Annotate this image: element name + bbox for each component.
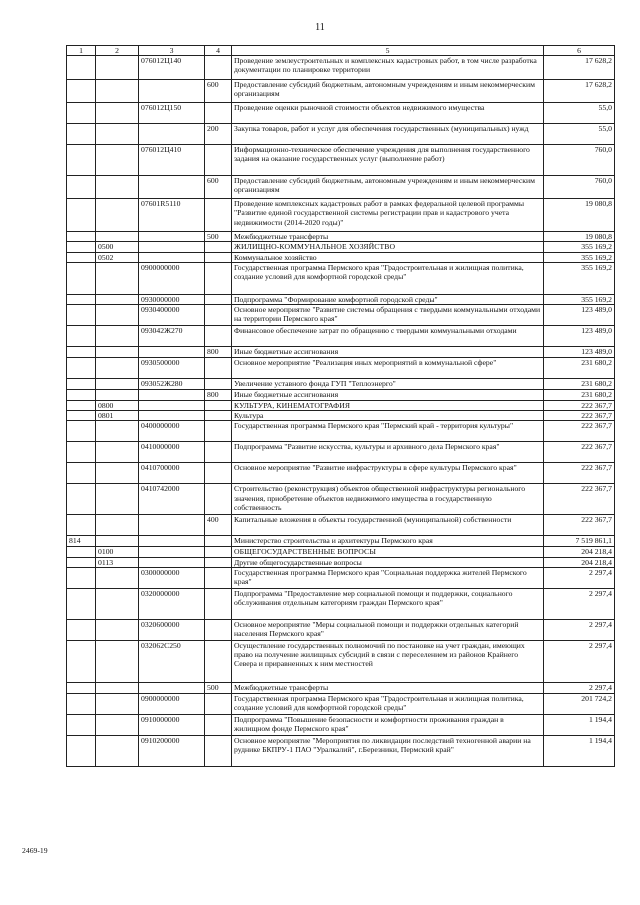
ministry-code-cell	[67, 305, 96, 326]
expense-type-cell	[205, 557, 232, 567]
item-name-cell: Финансовое обеспечение затрат по обращению с твердыми коммунальными отходами	[232, 326, 544, 347]
header-cell: 3	[139, 46, 205, 56]
table-header-row	[67, 46, 615, 56]
item-name-cell: Иные бюджетные ассигнования	[232, 390, 544, 401]
amount-cell: 231 680,2	[544, 390, 615, 401]
table-row	[67, 442, 615, 463]
item-name-cell: КУЛЬТУРА, КИНЕМАТОГРАФИЯ	[232, 401, 544, 411]
ministry-code-cell	[67, 640, 96, 682]
section-code-cell	[96, 379, 139, 390]
expense-type-cell	[205, 588, 232, 619]
ministry-code-cell	[67, 588, 96, 619]
amount-cell: 355 169,2	[544, 242, 615, 252]
amount-cell: 19 080,8	[544, 199, 615, 232]
target-article-cell	[139, 252, 205, 262]
ministry-code-cell	[67, 411, 96, 421]
target-article-cell	[139, 232, 205, 242]
section-code-cell: 0113	[96, 557, 139, 567]
table-row	[67, 640, 615, 682]
target-article-cell	[139, 515, 205, 536]
table-row	[67, 252, 615, 262]
item-name-cell: Предоставление субсидий бюджетным, автономным учреждениям и иным некоммерческим организациям	[232, 80, 544, 103]
table-row	[67, 305, 615, 326]
amount-cell: 2 297,4	[544, 640, 615, 682]
target-article-cell: 0910000000	[139, 714, 205, 735]
table-row	[67, 176, 615, 199]
amount-cell: 222 367,7	[544, 442, 615, 463]
expense-type-cell	[205, 693, 232, 714]
item-name-cell: Межбюджетные трансферты	[232, 232, 544, 242]
section-code-cell	[96, 682, 139, 693]
ministry-code-cell	[67, 714, 96, 735]
table-row	[67, 145, 615, 176]
target-article-cell	[139, 682, 205, 693]
expense-type-cell: 200	[205, 124, 232, 145]
amount-cell: 19 080,8	[544, 232, 615, 242]
expense-type-cell: 800	[205, 390, 232, 401]
table-row	[67, 358, 615, 379]
amount-cell: 222 367,7	[544, 401, 615, 411]
item-name-cell: Подпрограмма "Повышение безопасности и комфортности проживания граждан в жилищном фонде Пермского края"	[232, 714, 544, 735]
expense-type-cell	[205, 401, 232, 411]
item-name-cell: Коммунальное хозяйство	[232, 252, 544, 262]
target-article-cell	[139, 390, 205, 401]
target-article-cell	[139, 536, 205, 547]
table-row	[67, 80, 615, 103]
amount-cell: 123 489,0	[544, 347, 615, 358]
item-name-cell: Государственная программа Пермского края "Пермский край - территория культуры"	[232, 421, 544, 442]
section-code-cell	[96, 619, 139, 640]
target-article-cell	[139, 242, 205, 252]
target-article-cell: 0410700000	[139, 463, 205, 484]
item-name-cell: Основное мероприятие "Развитие системы обращения с твердыми коммунальными отходами на территории Пермского края"	[232, 305, 544, 326]
target-article-cell	[139, 547, 205, 557]
expense-type-cell	[205, 56, 232, 80]
ministry-code-cell	[67, 515, 96, 536]
section-code-cell	[96, 56, 139, 80]
item-name-cell: Культура	[232, 411, 544, 421]
expense-type-cell: 400	[205, 515, 232, 536]
amount-cell: 355 169,2	[544, 294, 615, 304]
table-row	[67, 262, 615, 294]
amount-cell: 2 297,4	[544, 682, 615, 693]
expense-type-cell	[205, 242, 232, 252]
expense-type-cell	[205, 567, 232, 588]
amount-cell: 222 367,7	[544, 463, 615, 484]
target-article-cell	[139, 401, 205, 411]
section-code-cell: 0502	[96, 252, 139, 262]
section-code-cell	[96, 536, 139, 547]
expense-type-cell	[205, 411, 232, 421]
target-article-cell: 0410742000	[139, 484, 205, 515]
target-article-cell	[139, 80, 205, 103]
expense-type-cell: 800	[205, 347, 232, 358]
target-article-cell: 076012Ц410	[139, 145, 205, 176]
expense-type-cell	[205, 326, 232, 347]
target-article-cell: 0900000000	[139, 262, 205, 294]
ministry-code-cell	[67, 735, 96, 766]
amount-cell: 760,0	[544, 145, 615, 176]
expense-type-cell	[205, 421, 232, 442]
target-article-cell	[139, 411, 205, 421]
item-name-cell: Строительство (реконструкция) объектов общественной инфраструктуры регионального значения, приобретение объектов недвижимого имущества в государственную собственность	[232, 484, 544, 515]
item-name-cell: Увеличение уставного фонда ГУП "Теплоэнерго"	[232, 379, 544, 390]
expense-type-cell	[205, 619, 232, 640]
expense-type-cell	[205, 536, 232, 547]
table-row	[67, 379, 615, 390]
item-name-cell: Иные бюджетные ассигнования	[232, 347, 544, 358]
expense-type-cell	[205, 252, 232, 262]
target-article-cell: 0930400000	[139, 305, 205, 326]
page-number: 11	[315, 22, 325, 33]
item-name-cell: Подпрограмма "Предоставление мер социальной помощи и поддержки, социального обслуживания отдельным категориям граждан Пермского края"	[232, 588, 544, 619]
amount-cell: 55,0	[544, 103, 615, 124]
section-code-cell: 0500	[96, 242, 139, 252]
expense-type-cell	[205, 547, 232, 557]
amount-cell: 123 489,0	[544, 305, 615, 326]
item-name-cell: Капитальные вложения в объекты государственной (муниципальной) собственности	[232, 515, 544, 536]
ministry-code-cell	[67, 682, 96, 693]
table-row	[67, 326, 615, 347]
expense-type-cell	[205, 379, 232, 390]
ministry-code-cell	[67, 421, 96, 442]
header-cell: 5	[232, 46, 544, 56]
ministry-code-cell	[67, 145, 96, 176]
amount-cell: 17 628,2	[544, 80, 615, 103]
ministry-code-cell	[67, 347, 96, 358]
amount-cell: 123 489,0	[544, 326, 615, 347]
table-row	[67, 103, 615, 124]
ministry-code-cell	[67, 103, 96, 124]
amount-cell: 204 218,4	[544, 547, 615, 557]
ministry-code-cell	[67, 252, 96, 262]
ministry-code-cell	[67, 619, 96, 640]
section-code-cell: 0800	[96, 401, 139, 411]
amount-cell: 2 297,4	[544, 619, 615, 640]
table-row	[67, 557, 615, 567]
target-article-cell	[139, 176, 205, 199]
section-code-cell	[96, 176, 139, 199]
item-name-cell: Государственная программа Пермского края "Градостроительная и жилищная политика, создание условий для комфортной городской среды"	[232, 262, 544, 294]
ministry-code-cell	[67, 557, 96, 567]
target-article-cell: 0410000000	[139, 442, 205, 463]
table-row	[67, 232, 615, 242]
target-article-cell: 076012Ц150	[139, 103, 205, 124]
ministry-code-cell	[67, 176, 96, 199]
amount-cell: 231 680,2	[544, 379, 615, 390]
ministry-code-cell	[67, 401, 96, 411]
expense-type-cell	[205, 735, 232, 766]
table-row	[67, 199, 615, 232]
expense-type-cell	[205, 103, 232, 124]
table-row	[67, 714, 615, 735]
section-code-cell	[96, 515, 139, 536]
table-row	[67, 588, 615, 619]
amount-cell: 222 367,7	[544, 421, 615, 442]
section-code-cell	[96, 80, 139, 103]
item-name-cell: ЖИЛИЩНО-КОММУНАЛЬНОЕ ХОЗЯЙСТВО	[232, 242, 544, 252]
section-code-cell	[96, 145, 139, 176]
item-name-cell: ОБЩЕГОСУДАРСТВЕННЫЕ ВОПРОСЫ	[232, 547, 544, 557]
section-code-cell	[96, 640, 139, 682]
section-code-cell	[96, 390, 139, 401]
item-name-cell: Государственная программа Пермского края "Градостроительная и жилищная политика, создание условий для комфортной городской среды"	[232, 693, 544, 714]
amount-cell: 204 218,4	[544, 557, 615, 567]
item-name-cell: Другие общегосударственные вопросы	[232, 557, 544, 567]
ministry-code-cell	[67, 199, 96, 232]
item-name-cell: Предоставление субсидий бюджетным, автономным учреждениям и иным некоммерческим организациям	[232, 176, 544, 199]
amount-cell: 231 680,2	[544, 358, 615, 379]
target-article-cell: 093042Ж270	[139, 326, 205, 347]
item-name-cell: Подпрограмма "Формирование комфортной городской среды"	[232, 294, 544, 304]
amount-cell: 201 724,2	[544, 693, 615, 714]
table-row	[67, 547, 615, 557]
table-row	[67, 56, 615, 80]
table-row	[67, 401, 615, 411]
expense-type-cell	[205, 714, 232, 735]
ministry-code-cell	[67, 326, 96, 347]
ministry-code-cell	[67, 358, 96, 379]
table-row	[67, 124, 615, 145]
target-article-cell: 0930500000	[139, 358, 205, 379]
ministry-code-cell	[67, 124, 96, 145]
expense-type-cell	[205, 442, 232, 463]
section-code-cell	[96, 326, 139, 347]
ministry-code-cell	[67, 379, 96, 390]
table-row	[67, 682, 615, 693]
section-code-cell	[96, 714, 139, 735]
target-article-cell: 0400000000	[139, 421, 205, 442]
item-name-cell: Основное мероприятие "Развитие инфраструктуры в сфере культуры Пермского края"	[232, 463, 544, 484]
ministry-code-cell	[67, 442, 96, 463]
table-row	[67, 390, 615, 401]
target-article-cell: 07601R5110	[139, 199, 205, 232]
expense-type-cell	[205, 262, 232, 294]
target-article-cell: 0320600000	[139, 619, 205, 640]
target-article-cell	[139, 347, 205, 358]
section-code-cell	[96, 347, 139, 358]
amount-cell: 355 169,2	[544, 252, 615, 262]
ministry-code-cell	[67, 242, 96, 252]
table-row	[67, 421, 615, 442]
item-name-cell: Проведение комплексных кадастровых работ в рамках федеральной целевой программы "Развитие единой государственной системы регистрации прав и кадастрового учета недвижимости (2014-2020 годы)"	[232, 199, 544, 232]
table-row	[67, 294, 615, 304]
target-article-cell: 0900000000	[139, 693, 205, 714]
section-code-cell	[96, 484, 139, 515]
target-article-cell	[139, 124, 205, 145]
table-row	[67, 735, 615, 766]
table-row	[67, 693, 615, 714]
section-code-cell	[96, 358, 139, 379]
target-article-cell: 0300000000	[139, 567, 205, 588]
section-code-cell	[96, 588, 139, 619]
header-cell: 2	[96, 46, 139, 56]
table-row	[67, 411, 615, 421]
table-row	[67, 347, 615, 358]
section-code-cell	[96, 199, 139, 232]
item-name-cell: Проведение оценки рыночной стоимости объектов недвижимого имущества	[232, 103, 544, 124]
table-row	[67, 242, 615, 252]
ministry-code-cell	[67, 547, 96, 557]
ministry-code-cell	[67, 262, 96, 294]
expense-type-cell	[205, 484, 232, 515]
section-code-cell	[96, 421, 139, 442]
header-cell: 1	[67, 46, 96, 56]
section-code-cell: 0801	[96, 411, 139, 421]
item-name-cell: Межбюджетные трансферты	[232, 682, 544, 693]
table-row	[67, 619, 615, 640]
ministry-code-cell	[67, 80, 96, 103]
ministry-code-cell	[67, 693, 96, 714]
amount-cell: 355 169,2	[544, 262, 615, 294]
item-name-cell: Основное мероприятие "Мероприятия по ликвидации последствий техногенной аварии на руднике БКПРУ-1 ПАО "Уралкалий", г.Березники, Пермский край"	[232, 735, 544, 766]
section-code-cell	[96, 262, 139, 294]
section-code-cell	[96, 463, 139, 484]
ministry-code-cell	[67, 56, 96, 80]
amount-cell: 7 519 861,1	[544, 536, 615, 547]
amount-cell: 222 367,7	[544, 484, 615, 515]
ministry-code-cell	[67, 567, 96, 588]
item-name-cell: Основное мероприятие "Меры социальной помощи и поддержки отдельных категорий населения Пермского края"	[232, 619, 544, 640]
section-code-cell	[96, 232, 139, 242]
amount-cell: 1 194,4	[544, 714, 615, 735]
item-name-cell: Государственная программа Пермского края "Социальная поддержка жителей Пермского края"	[232, 567, 544, 588]
target-article-cell: 093052Ж280	[139, 379, 205, 390]
item-name-cell: Информационно-техническое обеспечение учреждения для выполнения государственного задания на оказание государственных услуг (выполнение работ)	[232, 145, 544, 176]
expense-type-cell: 600	[205, 80, 232, 103]
section-code-cell	[96, 305, 139, 326]
table-row	[67, 567, 615, 588]
target-article-cell	[139, 557, 205, 567]
section-code-cell	[96, 735, 139, 766]
target-article-cell: 032062С250	[139, 640, 205, 682]
target-article-cell: 0910200000	[139, 735, 205, 766]
expense-type-cell	[205, 145, 232, 176]
amount-cell: 222 367,7	[544, 411, 615, 421]
table-row	[67, 515, 615, 536]
amount-cell: 2 297,4	[544, 588, 615, 619]
item-name-cell: Закупка товаров, работ и услуг для обеспечения государственных (муниципальных) нужд	[232, 124, 544, 145]
expense-type-cell	[205, 294, 232, 304]
expense-type-cell	[205, 640, 232, 682]
header-cell: 6	[544, 46, 615, 56]
expense-type-cell	[205, 199, 232, 232]
amount-cell: 1 194,4	[544, 735, 615, 766]
section-code-cell: 0100	[96, 547, 139, 557]
expense-type-cell: 600	[205, 176, 232, 199]
item-name-cell: Министерство строительства и архитектуры Пермского края	[232, 536, 544, 547]
ministry-code-cell: 814	[67, 536, 96, 547]
amount-cell: 222 367,7	[544, 515, 615, 536]
amount-cell: 760,0	[544, 176, 615, 199]
table-row	[67, 536, 615, 547]
item-name-cell: Проведение землеустроительных и комплексных кадастровых работ, в том числе разработка документации по планировке территории	[232, 56, 544, 80]
section-code-cell	[96, 567, 139, 588]
ministry-code-cell	[67, 463, 96, 484]
table-row	[67, 463, 615, 484]
document-code: 2469-19	[22, 846, 48, 855]
section-code-cell	[96, 442, 139, 463]
amount-cell: 2 297,4	[544, 567, 615, 588]
ministry-code-cell	[67, 232, 96, 242]
header-cell: 4	[205, 46, 232, 56]
target-article-cell: 0320000000	[139, 588, 205, 619]
amount-cell: 55,0	[544, 124, 615, 145]
ministry-code-cell	[67, 390, 96, 401]
item-name-cell: Подпрограмма "Развитие искусства, культуры и архивного дела Пермского края"	[232, 442, 544, 463]
expense-type-cell: 500	[205, 682, 232, 693]
expense-type-cell	[205, 463, 232, 484]
item-name-cell: Осуществление государственных полномочий по постановке на учет граждан, имеющих право на получение жилищных субсидий в связи с переселением из районов Крайнего Севера и приравненных к ним местностей	[232, 640, 544, 682]
section-code-cell	[96, 124, 139, 145]
ministry-code-cell	[67, 294, 96, 304]
section-code-cell	[96, 693, 139, 714]
target-article-cell: 076012Ц140	[139, 56, 205, 80]
table-row	[67, 484, 615, 515]
budget-table	[66, 45, 615, 767]
amount-cell: 17 628,2	[544, 56, 615, 80]
section-code-cell	[96, 103, 139, 124]
expense-type-cell	[205, 358, 232, 379]
target-article-cell: 0930000000	[139, 294, 205, 304]
item-name-cell: Основное мероприятие "Реализация иных мероприятий в коммунальной сфере"	[232, 358, 544, 379]
expense-type-cell	[205, 305, 232, 326]
expense-type-cell: 500	[205, 232, 232, 242]
ministry-code-cell	[67, 484, 96, 515]
section-code-cell	[96, 294, 139, 304]
